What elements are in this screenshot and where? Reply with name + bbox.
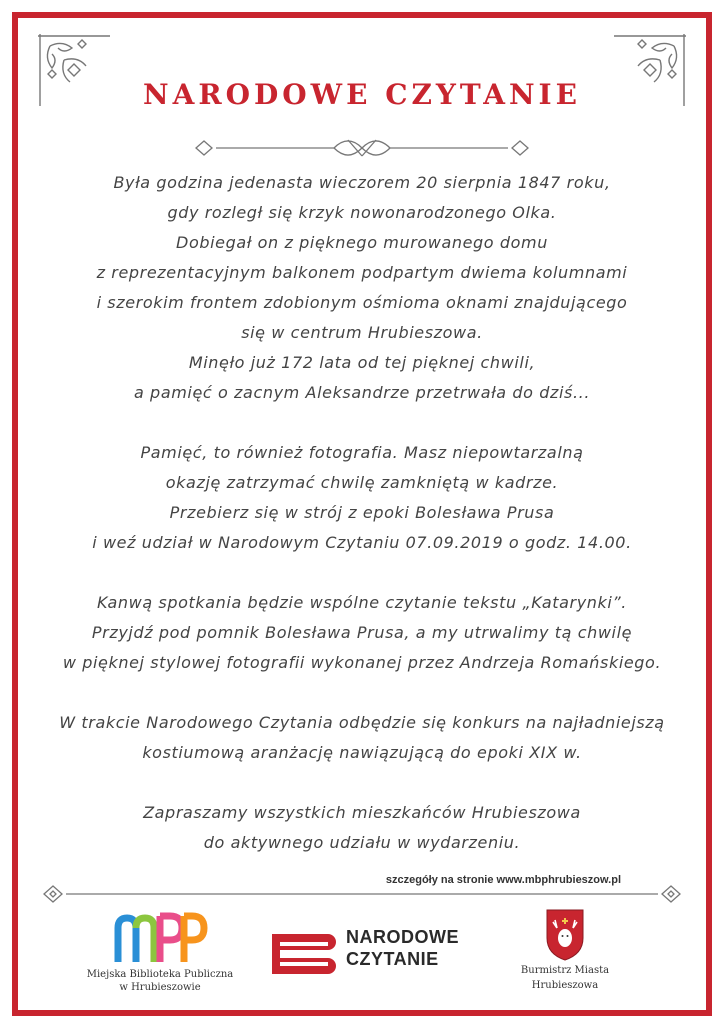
mayor-city-line: Hrubieszowa: [531, 980, 599, 991]
paragraph: [20, 438, 704, 558]
mayor-title-line: Burmistrz Miasta: [520, 965, 610, 976]
text-line: Zapraszamy wszystkich mieszkańców Hrubieszowa: [143, 803, 581, 822]
library-location-line: w Hrubieszowie: [119, 982, 201, 993]
paragraph: [20, 798, 704, 858]
announcement-text: [20, 168, 704, 888]
text-line: i szerokim frontem zdobionym ośmioma oknami znajdującego: [96, 293, 628, 312]
text-line: a pamięć o zacnym Aleksandrze przetrwała do dziś...: [133, 383, 591, 402]
text-line: i weź udział w Narodowym Czytaniu 07.09.2019 o godz. 14.00.: [92, 533, 632, 552]
details-link[interactable]: szczegóły na stronie www.mbphrubieszow.pl: [385, 874, 621, 886]
book-icon: [268, 924, 340, 976]
mayor-logo: [510, 908, 620, 1008]
nc-logo-text: [346, 926, 459, 970]
text-line: w pięknej stylowej fotografii wykonanej przez Andrzeja Romańskiego.: [62, 653, 662, 672]
text-line: W trakcie Narodowego Czytania odbędzie się konkurs na najładniejszą: [59, 713, 665, 732]
text-line: Kanwą spotkania będzie wspólne czytanie tekstu „Katarynki”.: [96, 593, 627, 612]
paragraph: [20, 708, 704, 768]
text-line: kostiumową aranżację nawiązującą do epoki XIX w.: [142, 743, 582, 762]
paragraph: [20, 588, 704, 678]
text-line: gdy rozległ się krzyk nowonarodzonego Olka.: [167, 203, 557, 222]
text-line: z reprezentacyjnym balkonem podpartym dwiema kolumnami: [96, 263, 628, 282]
text-line: Była godzina jedenasta wieczorem 20 sierpnia 1847 roku,: [113, 173, 611, 192]
nc-logo-line2: CZYTANIE: [346, 949, 439, 969]
library-logo: [60, 910, 260, 1010]
coat-of-arms-icon: [545, 908, 585, 962]
page-title: NARODOWE CZYTANIE: [143, 78, 581, 111]
text-line: okazję zatrzymać chwilę zamkniętą w kadrze.: [165, 473, 559, 492]
narodowe-czytanie-logo: [268, 920, 488, 980]
text-line: Przyjdź pod pomnik Bolesława Prusa, a my utrwalimy tą chwilę: [91, 623, 633, 642]
nc-logo-line1: NARODOWE: [346, 927, 459, 947]
paragraph: [20, 168, 704, 408]
library-name-line: Miejska Biblioteka Publiczna: [86, 969, 234, 980]
text-line: do aktywnego udziału w wydarzeniu.: [203, 833, 521, 852]
text-line: się w centrum Hrubieszowa.: [241, 323, 483, 342]
ornamental-divider-icon: [192, 128, 532, 168]
text-line: Minęło już 172 lata od tej pięknej chwili,: [188, 353, 536, 372]
mbp-logo-icon: [112, 910, 208, 968]
text-line: Przebierz się w strój z epoki Bolesława Prusa: [169, 503, 555, 522]
text-line: Pamięć, to również fotografia. Masz niepowtarzalną: [140, 443, 584, 462]
text-line: Dobiegał on z pięknego murowanego domu: [176, 233, 548, 252]
